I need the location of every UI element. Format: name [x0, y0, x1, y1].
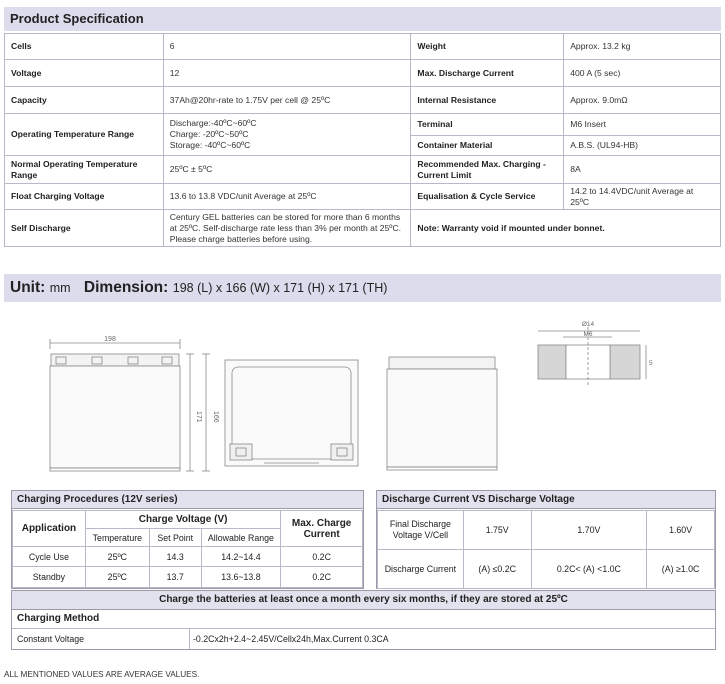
charging-procedures-box — [11, 490, 364, 589]
battery-drawings — [0, 305, 725, 485]
warranty-note: Note: Warranty void if mounted under bonnet. — [411, 210, 721, 247]
spec-value — [163, 114, 411, 156]
current-cell: 0.2C — [281, 567, 363, 588]
charging-procedures-title: Charging Procedures (12V series) — [12, 491, 363, 509]
spec-value-line: Charge: -20ºC~50ºC — [169, 129, 249, 139]
dimension-value: 198 (L) x 166 (W) x 171 (H) x 171 (TH) — [172, 281, 388, 295]
footnote: ALL MENTIONED VALUES ARE AVERAGE VALUES. — [4, 670, 200, 679]
allowable-range-header: Allowable Range — [201, 529, 281, 547]
charging-method-box — [11, 590, 716, 650]
range-cell: 13.6~13.8 — [201, 567, 281, 588]
length-label: 198 — [104, 336, 116, 343]
spec-value: 6 — [163, 34, 411, 60]
current-cell: 0.2C — [281, 547, 363, 567]
terminal-depth-label: 5 — [649, 360, 653, 367]
spec-header-band — [4, 7, 721, 31]
table-row — [378, 511, 715, 550]
final-voltage-label: Final Discharge Voltage V/Cell — [378, 511, 464, 550]
spec-label: Cells — [5, 34, 164, 60]
spec-row — [5, 34, 721, 60]
spec-label: Capacity — [5, 87, 164, 114]
spec-value: Approx. 13.2 kg — [564, 34, 721, 60]
discharge-current-label: Discharge Current — [378, 550, 464, 589]
spec-value-line: Discharge:-40ºC~60ºC — [169, 118, 257, 128]
spec-label: Weight — [411, 34, 564, 60]
spec-value: 400 A (5 sec) — [564, 60, 721, 87]
spec-value: 8A — [564, 156, 721, 184]
charge-voltage-header: Charge Voltage (V) — [85, 511, 280, 529]
spec-row — [5, 87, 721, 114]
spec-value: 13.6 to 13.8 VDC/unit Average at 25ºC — [163, 184, 411, 210]
temperature-header: Temperature — [85, 529, 149, 547]
set-point-header: Set Point — [149, 529, 201, 547]
charging-method-value: -0.2Cx2h+2.4~2.45V/Cellx24h,Max.Current 0.3CA — [193, 634, 389, 644]
charging-method-title: Charging Method — [12, 610, 715, 629]
terminal-outer-label: Ø14 — [581, 321, 595, 328]
spec-value: A.B.S. (UL94-HB) — [564, 136, 721, 156]
discharge-table — [377, 510, 715, 589]
application-header: Application — [13, 511, 86, 547]
range-cell: 14.2~14.4 — [201, 547, 281, 567]
voltage-cell: 1.70V — [531, 511, 647, 550]
spec-label: Internal Resistance — [411, 87, 564, 114]
charging-method-label: Constant Voltage — [12, 629, 190, 649]
spec-label: Float Charging Voltage — [5, 184, 164, 210]
spec-label: Terminal — [411, 114, 564, 136]
spec-value: Approx. 9.0mΩ — [564, 87, 721, 114]
discharge-title: Discharge Current VS Discharge Voltage — [377, 491, 715, 509]
application-cell: Standby — [13, 567, 86, 588]
spec-row — [5, 184, 721, 210]
front-view-drawing — [50, 339, 194, 471]
spec-value-line: Storage: -40ºC~60ºC — [169, 140, 251, 150]
spec-label: Voltage — [5, 60, 164, 87]
dimension-label: Dimension: — [83, 279, 169, 296]
spec-value: 12 — [163, 60, 411, 87]
spec-label: Equalisation & Cycle Service — [411, 184, 564, 210]
unit-value: mm — [49, 281, 71, 295]
current-cell: (A) ≤0.2C — [463, 550, 531, 589]
application-cell: Cycle Use — [13, 547, 86, 567]
height-label: 171 — [195, 411, 202, 423]
spec-label: Self Discharge — [5, 210, 164, 247]
temperature-cell: 25ºC — [85, 547, 149, 567]
set-point-cell: 13.7 — [149, 567, 201, 588]
side-view-drawing — [387, 357, 497, 470]
spec-table — [4, 33, 721, 247]
spec-value: Century GEL batteries can be stored for more than 6 months at 25ºC. Self-discharge rate less than 3% per month at 25ºC. Please charge batteries before using. — [163, 210, 411, 247]
charging-method-row — [12, 629, 715, 649]
dimension-band — [4, 274, 721, 302]
spec-label: Operating Temperature Range — [5, 114, 164, 156]
voltage-cell: 1.60V — [647, 511, 715, 550]
spec-label: Container Material — [411, 136, 564, 156]
voltage-cell: 1.75V — [463, 511, 531, 550]
spec-row — [5, 114, 721, 136]
spec-label: Normal Operating Temperature Range — [5, 156, 164, 184]
spec-row — [5, 60, 721, 87]
current-cell: 0.2C< (A) <1.0C — [531, 550, 647, 589]
table-row — [13, 547, 363, 567]
spec-row — [5, 156, 721, 184]
spec-value: 25ºC ± 5ºC — [163, 156, 411, 184]
spec-value: M6 Insert — [564, 114, 721, 136]
unit-label: Unit: — [10, 279, 46, 296]
table-row — [378, 550, 715, 589]
spec-label: Max. Discharge Current — [411, 60, 564, 87]
spec-label: Recommended Max. Charging - Current Limit — [411, 156, 564, 184]
spec-value: 14.2 to 14.4VDC/unit Average at 25ºC — [564, 184, 721, 210]
terminal-thread-label: M6 — [583, 331, 593, 338]
discharge-box — [376, 490, 716, 589]
top-view-drawing — [202, 354, 358, 471]
charging-procedures-table — [12, 510, 363, 588]
spec-value: 37Ah@20hr-rate to 1.75V per cell @ 25ºC — [163, 87, 411, 114]
table-row — [13, 567, 363, 588]
width-label: 166 — [212, 411, 219, 423]
max-charge-current-header: Max. Charge Current — [281, 511, 363, 547]
spec-row — [5, 210, 721, 247]
temperature-cell: 25ºC — [85, 567, 149, 588]
spec-header: Product Specification — [10, 11, 144, 26]
storage-charge-note: Charge the batteries at least once a month every six months, if they are stored at 25ºC — [12, 591, 715, 610]
set-point-cell: 14.3 — [149, 547, 201, 567]
current-cell: (A) ≥1.0C — [647, 550, 715, 589]
